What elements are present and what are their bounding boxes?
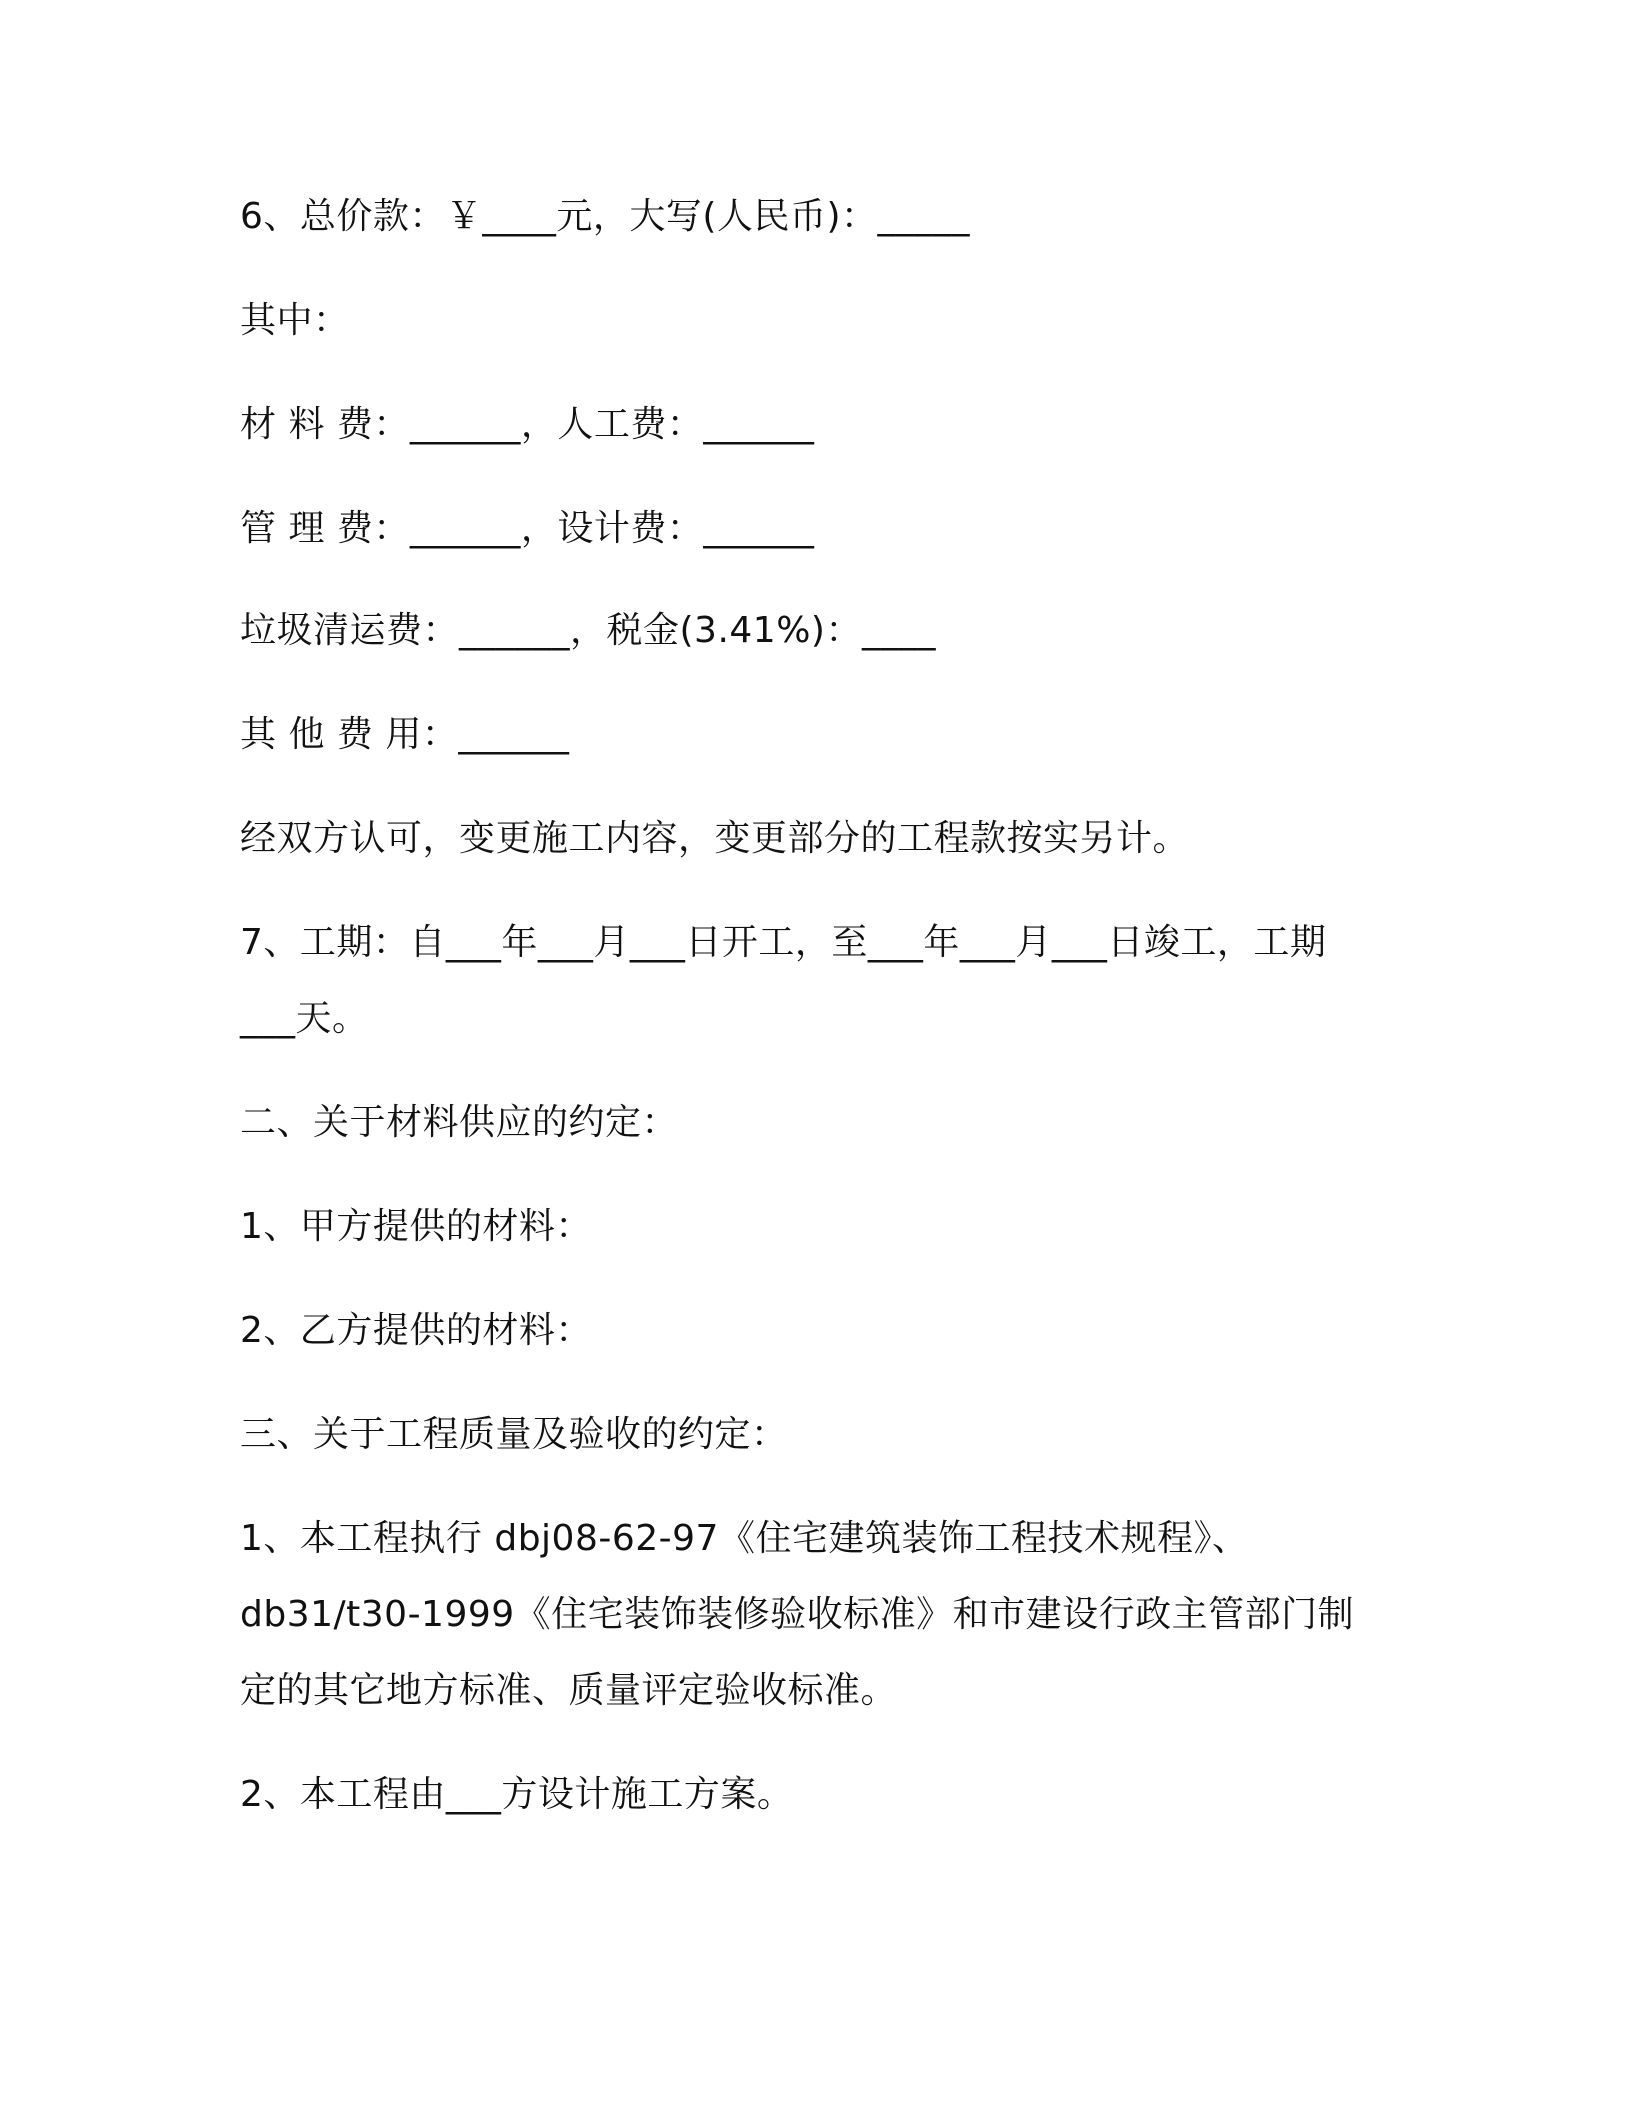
schedule-line: 7、工期：自___年___月___日开工，至___年___月___日竣工，工期 <box>240 922 1327 963</box>
section-two-heading: 二、关于材料供应的约定： <box>240 1102 679 1143</box>
of-which-label: 其中： <box>240 300 350 341</box>
total-price-line: 6、总价款：￥____元，大写(人民币)：_____ <box>240 196 970 237</box>
other-fees-line: 其 他 费 用：______ <box>240 714 570 755</box>
standards-line-2: db31/t30-1999《住宅装饰装修验收标准》和市建设行政主管部门制 <box>240 1594 1355 1635</box>
standards-line-1: 1、本工程执行 dbj08-62-97《住宅建筑装饰工程技术规程》、 <box>240 1518 1249 1559</box>
change-clause-line: 经双方认可，变更施工内容，变更部分的工程款按实另计。 <box>240 818 1190 859</box>
party-a-materials-line: 1、甲方提供的材料： <box>240 1206 592 1247</box>
party-b-materials-line: 2、乙方提供的材料： <box>240 1310 592 1351</box>
material-labor-fee-line: 材 料 费：______，人工费：______ <box>240 404 815 445</box>
section-three-heading: 三、关于工程质量及验收的约定： <box>240 1414 788 1455</box>
garbage-tax-fee-line: 垃圾清运费：______，税金(3.41%)：____ <box>240 610 936 651</box>
schedule-days-line: ___天。 <box>240 998 369 1039</box>
design-plan-line: 2、本工程由___方设计施工方案。 <box>240 1774 794 1815</box>
management-design-fee-line: 管 理 费：______，设计费：______ <box>240 508 815 549</box>
standards-line-3: 定的其它地方标准、质量评定验收标准。 <box>240 1670 898 1711</box>
